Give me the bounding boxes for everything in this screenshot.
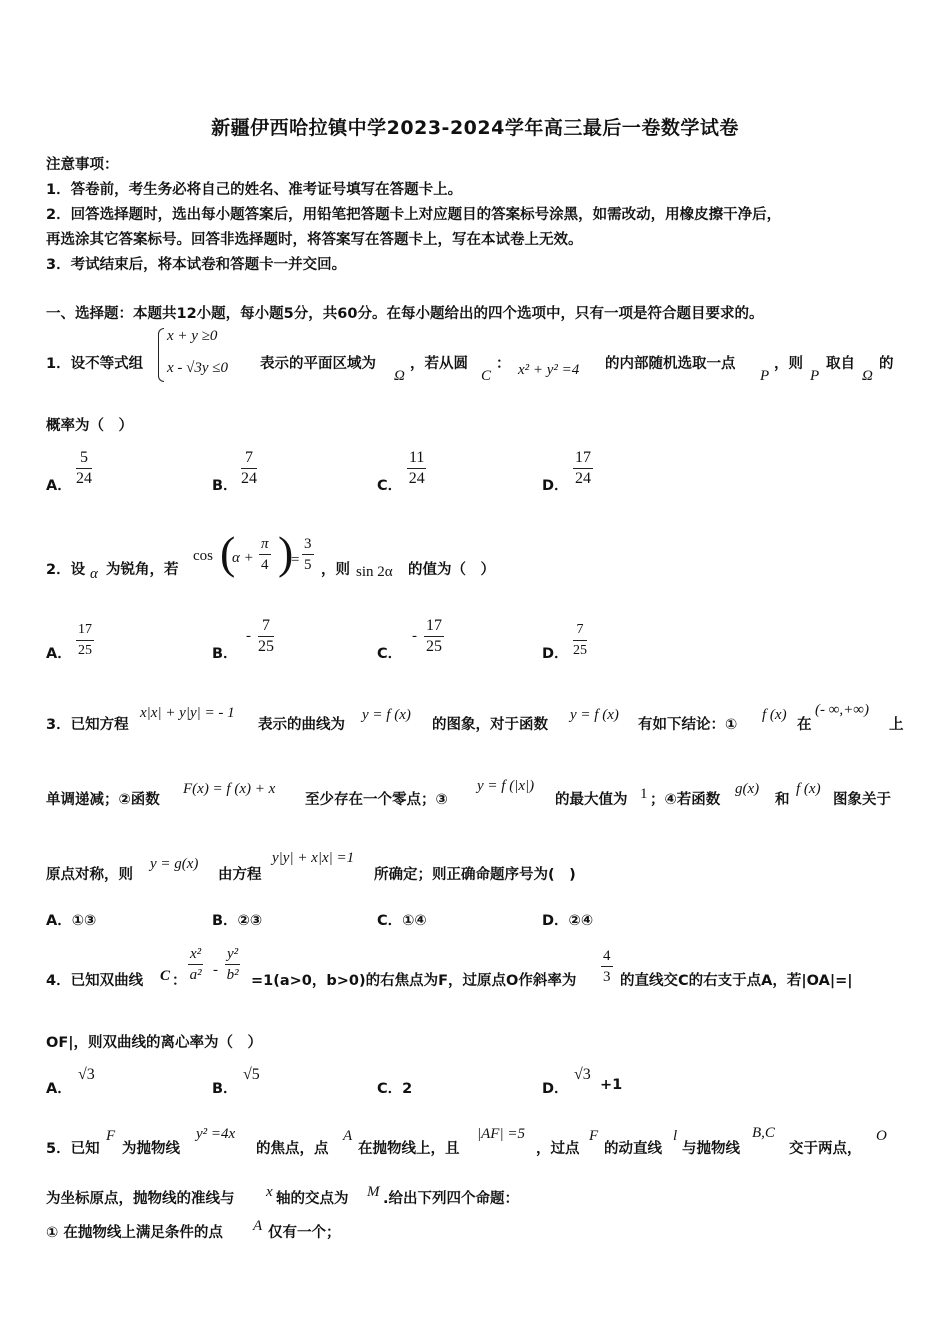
q1-option-b-label: B．: [212, 478, 238, 494]
q1-brace: [158, 328, 164, 382]
q5-text-7: 交于两点，: [789, 1141, 862, 1157]
q4-lead: 4．已知双曲线: [46, 973, 144, 989]
q5-line3-a: ① 在抛物线上满足条件的点: [46, 1225, 223, 1241]
q1-text-5: 取自: [826, 356, 855, 372]
q1-option-b-fraction: [241, 448, 257, 489]
q3-gx: g(x): [735, 781, 760, 797]
q3-equation-2: y|y| + x|x| =1: [272, 850, 355, 866]
q4-option-a-value: √3: [78, 1066, 95, 1083]
q4-option-c-label: C．2: [377, 1081, 413, 1097]
q5-point-a: A: [343, 1128, 353, 1144]
q2-text-3: 的值为（ ）: [408, 562, 495, 578]
q4-b2: b²: [226, 967, 239, 983]
q1-colon: ：: [496, 356, 511, 372]
q4-a2: a²: [189, 967, 202, 983]
q1-option-b-den: 24: [241, 470, 257, 487]
q2-option-a-fraction: [76, 620, 94, 661]
q1-circle-name: C: [481, 368, 492, 384]
q2-sin: sin 2α: [356, 564, 393, 580]
q4-four: 4: [601, 946, 613, 967]
q5-lead: 5．已知: [46, 1141, 100, 1157]
q2-text-2: ，则: [321, 562, 350, 578]
q2-option-d-num: 7: [573, 620, 587, 641]
notice-item-2b: 再选涂其它答案标号。回答非选择题时，将答案写在答题卡上，写在本试卷上无效。: [46, 232, 583, 248]
q2-left-paren: (: [220, 527, 236, 578]
q2-option-d-den: 25: [573, 643, 587, 658]
q3-line2-c: 的最大值为: [555, 792, 628, 808]
q5-line2-b: 轴的交点为: [276, 1191, 349, 1207]
q5-focus-f: F: [106, 1128, 116, 1144]
q5-axis-x: x: [266, 1184, 273, 1200]
q3-text-1: 表示的曲线为: [258, 717, 345, 733]
q1-option-a-fraction: [76, 448, 92, 489]
q4-x-fraction: [188, 944, 203, 985]
q1-point-p-2: P: [810, 368, 820, 384]
q1-option-a-num: 5: [76, 448, 92, 469]
q3-option-a: A．①③: [46, 913, 97, 929]
q3-fx-2: f (x): [796, 781, 821, 797]
q3-option-d: D．②④: [542, 913, 594, 929]
q2-option-a-num: 17: [76, 620, 94, 641]
q3-ygx: y = g(x): [150, 856, 199, 872]
notice-heading: 注意事项：: [46, 157, 119, 173]
q4-option-d-label: D．: [542, 1081, 569, 1097]
q4-minus: -: [213, 962, 218, 978]
q3-yfx-2: y = f (x): [570, 707, 619, 723]
q3-line2-f: 图象关于: [833, 792, 891, 808]
q4-slope-fraction: [601, 946, 613, 987]
q2-text-1: 为锐角，若: [106, 562, 179, 578]
q3-line2-d: ；④若函数: [650, 792, 721, 808]
q1-option-d-num: 17: [573, 448, 593, 469]
q2-equals: =: [291, 552, 300, 568]
q1-text-6: 的: [879, 356, 894, 372]
q5-text-2: 的焦点，点: [256, 1141, 329, 1157]
page-title: 新疆伊西哈拉镇中学2023-2024学年高三最后一卷数学试卷: [211, 117, 739, 139]
q2-option-b-den: 25: [258, 638, 274, 655]
q2-inner: α +: [232, 550, 254, 566]
q1-option-d-den: 24: [575, 470, 591, 487]
q3-line2-e: 和: [775, 792, 790, 808]
q4-y2: y²: [225, 944, 240, 965]
q1-option-c-fraction: [407, 448, 426, 489]
q5-af: |AF| =5: [477, 1126, 525, 1142]
q4-text-1: =1(a>0，b>0)的右焦点为F，过原点O作斜率为: [251, 973, 577, 989]
q3-interval: (- ∞,+∞): [815, 702, 869, 718]
q5-text-3: 在抛物线上，且: [358, 1141, 460, 1157]
q3-text-2: 的图象，对于函数: [432, 717, 548, 733]
q3-fx: f (x): [762, 707, 787, 723]
q2-right-paren: ): [278, 527, 294, 578]
q3-yfx: y = f (x): [362, 707, 411, 723]
q3-line3-a: 原点对称，则: [46, 867, 133, 883]
notice-item-1: 1．答卷前，考生务必将自己的姓名、准考证号填写在答题卡上。: [46, 182, 463, 198]
q3-line2-a: 单调递减；②函数: [46, 792, 160, 808]
q5-focus-f-2: F: [589, 1128, 599, 1144]
q2-alpha: α: [90, 566, 98, 582]
q1-option-c-den: 24: [408, 470, 425, 487]
q1-text-4: ，则: [774, 356, 803, 372]
notice-item-3: 3．考试结束后，将本试卷和答题卡一并交回。: [46, 257, 347, 273]
q2-option-d-fraction: [573, 620, 587, 661]
q3-yf-abs: y = f (|x|): [477, 778, 535, 794]
q2-option-b-label: B．: [212, 646, 238, 662]
q5-line-l: l: [673, 1128, 678, 1144]
q2-option-c-label: C．: [377, 646, 403, 662]
q1-lead: 1．设不等式组: [46, 356, 144, 372]
q4-line-2: OF|，则双曲线的离心率为（ ）: [46, 1035, 263, 1051]
q5-line3-b: 仅有一个；: [268, 1225, 341, 1241]
q2-option-a-den: 25: [78, 643, 92, 658]
q3-one: 1: [640, 786, 648, 802]
q1-omega: Ω: [394, 368, 405, 384]
q2-option-a-label: A．: [46, 646, 72, 662]
q5-points-bc: B,C: [752, 1125, 775, 1141]
section-heading: 一、选择题：本题共12小题，每小题5分，共60分。在每小题给出的四个选项中，只有一项是符合题目要求的。: [46, 306, 764, 322]
q5-text-4: ，过点: [536, 1141, 580, 1157]
q3-option-c: C．①④: [377, 913, 427, 929]
q1-circle-eq: x² + y² =4: [518, 362, 580, 378]
q5-point-a-2: A: [253, 1218, 263, 1234]
q2-value-fraction: [302, 534, 314, 575]
q2-five: 5: [304, 557, 312, 573]
q2-option-c-den: 25: [426, 638, 442, 655]
q1-option-c-num: 11: [407, 448, 426, 469]
q1-option-b-num: 7: [241, 448, 257, 469]
q5-text-1: 为抛物线: [122, 1141, 180, 1157]
q1-option-d-fraction: [573, 448, 593, 489]
q3-option-b: B．②③: [212, 913, 263, 929]
q3-line3-b: 由方程: [218, 867, 262, 883]
q2-option-b-sign: -: [246, 628, 251, 644]
q3-text-5: 上: [889, 717, 904, 733]
q2-pi: π: [259, 534, 271, 555]
q5-origin-o: O: [876, 1128, 887, 1144]
q5-point-m: M: [367, 1184, 380, 1200]
q3-lead: 3．已知方程: [46, 717, 129, 733]
q2-option-b-fraction: [258, 616, 274, 657]
q4-x2: x²: [188, 944, 203, 965]
q5-text-5: 的动直线: [604, 1141, 662, 1157]
q1-line-2: 概率为（ ）: [46, 418, 133, 434]
q1-text-3: 的内部随机选取一点: [605, 356, 736, 372]
q4-option-b-label: B．: [212, 1081, 238, 1097]
q3-text-3: 有如下结论：①: [638, 717, 738, 733]
q1-ineq-2: x - √3y ≤0: [167, 360, 229, 376]
q3-line3-c: 所确定；则正确命题序号为( ): [374, 867, 576, 883]
q4-option-d-value: √3: [574, 1066, 591, 1083]
q5-line2-c: .给出下列四个命题：: [383, 1191, 520, 1207]
q4-text-2: 的直线交C的右支于点A，若|OA|=|: [620, 973, 853, 989]
q4-y-fraction: [225, 944, 240, 985]
q1-option-c-label: C．: [377, 478, 403, 494]
q2-option-c-fraction: [424, 616, 444, 657]
q5-line2-a: 为坐标原点，抛物线的准线与: [46, 1191, 235, 1207]
q3-equation: x|x| + y|y| = - 1: [140, 705, 235, 721]
q3-text-4: 在: [797, 717, 812, 733]
q2-lead: 2．设: [46, 562, 86, 578]
q1-point-p: P: [760, 368, 770, 384]
notice-item-2a: 2．回答选择题时，选出每小题答案后，用铅笔把答题卡上对应题目的答案标号涂黑，如需改动，用橡皮擦干净后，: [46, 207, 782, 223]
q2-three: 3: [302, 534, 314, 555]
q1-option-d-label: D．: [542, 478, 569, 494]
q1-text-2: ，若从圆: [410, 356, 468, 372]
q5-text-6: 与抛物线: [682, 1141, 740, 1157]
q1-ineq-1: x + y ≥0: [167, 328, 218, 344]
q4-option-a-label: A．: [46, 1081, 72, 1097]
q4-option-b-value: √5: [243, 1066, 260, 1083]
q3-line2-b: 至少存在一个零点；③: [305, 792, 448, 808]
q2-option-c-num: 17: [424, 616, 444, 637]
q1-option-a-label: A．: [46, 478, 72, 494]
q3-Fx: F(x) = f (x) + x: [183, 781, 276, 797]
q1-omega-2: Ω: [862, 368, 873, 384]
q5-parabola: y² =4x: [196, 1126, 236, 1142]
q2-option-b-num: 7: [258, 616, 274, 637]
q2-four: 4: [261, 557, 269, 573]
q2-pi-fraction: [259, 534, 271, 575]
q4-option-d-suffix: +1: [600, 1077, 623, 1093]
q2-option-d-label: D．: [542, 646, 569, 662]
q4-colon: ：: [172, 973, 187, 989]
q4-three: 3: [603, 969, 611, 985]
q2-cos: cos: [193, 548, 213, 564]
q1-option-a-den: 24: [76, 470, 92, 487]
q4-curve-c: C: [160, 968, 171, 984]
q2-option-c-sign: -: [412, 628, 417, 644]
q1-text-1: 表示的平面区域为: [260, 356, 376, 372]
